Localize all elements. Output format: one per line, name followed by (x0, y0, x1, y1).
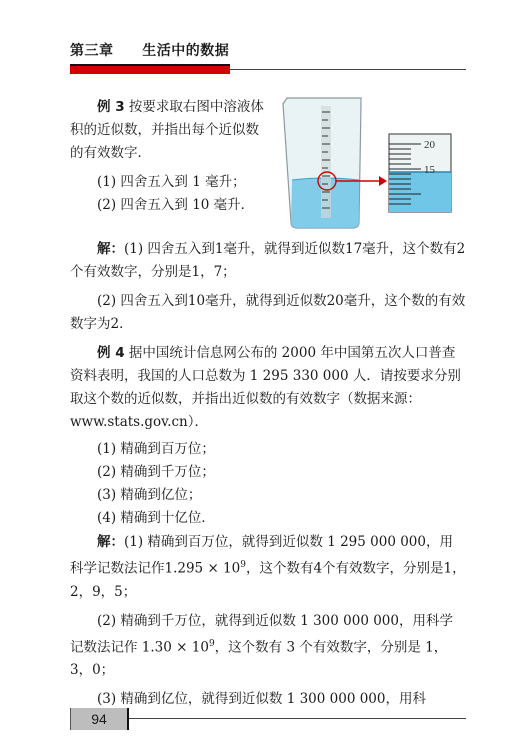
solution-4-part-1a: (1) 精确到百万位，就得到近似数 1 295 000 000，用科学记数法记作1.295 × 10 (70, 534, 453, 577)
example-3-text: 按要求取右图中溶液体积的近似数，并指出每个近似数的有效数字． (70, 99, 264, 161)
solution-4-part-3: (3) 精确到亿位，就得到近似数 1 300 000 000，用科 (97, 691, 426, 707)
example-4-label: 例 4 (97, 345, 125, 361)
example-3 (70, 96, 270, 217)
example-3-label: 例 3 (97, 99, 125, 115)
chapter-header (70, 40, 229, 60)
page-number: 94 (70, 708, 129, 730)
solution-4-part-2a: (2) 精确到千万位，就得到近似数 1 300 000 000，用科学记数法记作 1.30 × 10 (70, 612, 453, 655)
solution-3-part-1: (1) 四舍五入到1毫升，就得到近似数17毫升，这个数有2个有效数字，分别是1，7； (70, 241, 466, 280)
example-4 (70, 342, 466, 530)
solution-4-part-1b: ，这个数有4个有效数字，分别是1，2，9，5； (70, 560, 466, 600)
scale-mark-upper: 20 (424, 139, 435, 151)
beaker-icon (283, 98, 361, 228)
example-4-item-2: (2) 精确到千万位； (97, 464, 215, 480)
solution-4 (70, 531, 466, 711)
example-3-item-2: (2) 四舍五入到 10 毫升． (97, 197, 255, 213)
header-rule-red (70, 66, 230, 74)
solution-4-part-1-exponent: 9 (240, 560, 246, 570)
example-4-text: 据中国统计信息网公布的 2000 年中国第五次人口普查资料表明，我国的人口总数为 1 295 330 000 人．请按要求分别取这个数的近似数，并指出近似数的有效数字（数据来源：www.stats.gov.cn）． (70, 345, 461, 430)
beaker-figure (275, 92, 475, 232)
solution-4-part-2-exponent: 9 (208, 638, 215, 649)
chapter-title: 生活中的数据 (142, 43, 230, 59)
chapter-number: 第三章 (70, 43, 114, 59)
example-3-item-1: (1) 四舍五入到 1 毫升； (97, 174, 246, 190)
solution-4-label: 解： (97, 534, 124, 550)
header-rule-thin (230, 69, 466, 70)
solution-3-label: 解： (97, 241, 124, 257)
example-4-item-3: (3) 精确到亿位； (97, 487, 202, 503)
example-4-item-1: (1) 精确到百万位； (97, 441, 215, 457)
scale-mark-lower: 15 (424, 164, 435, 176)
solution-4-part-2b: ，这个数有 3 个有效数字，分别是 1，3，0； (70, 639, 448, 678)
magnified-scale (389, 134, 451, 212)
footer-rule (70, 718, 466, 719)
solution-3-part-2: (2) 四舍五入到10毫升，就得到近似数20毫升，这个数的有效数字为2． (70, 293, 466, 332)
example-4-item-4: (4) 精确到十亿位． (97, 510, 215, 526)
solution-3 (70, 238, 466, 336)
